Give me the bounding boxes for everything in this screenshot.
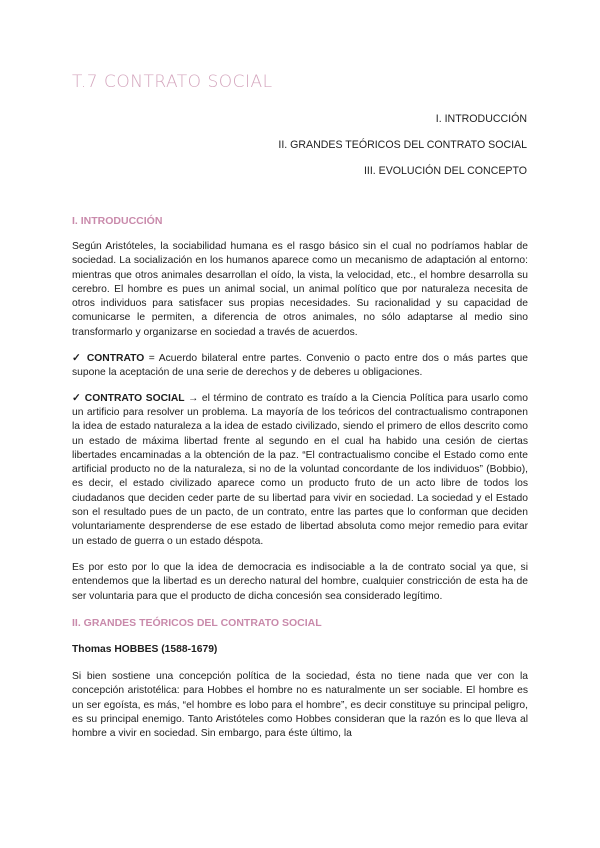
subheading-hobbes: Thomas HOBBES (1588-1679) [72,643,218,655]
toc-item-grandes-teoricos[interactable]: II. GRANDES TEÓRICOS DEL CONTRATO SOCIAL [278,139,527,151]
paragraph-contrato [72,352,528,381]
paragraph-contrato-social [72,392,528,549]
section-heading-introduccion: I. INTRODUCCIÓN [72,215,163,227]
toc-item-evolucion[interactable]: III. EVOLUCIÓN DEL CONCEPTO [363,165,527,177]
table-of-contents [278,112,527,190]
paragraph-aristoteles: Según Aristóteles, la sociabilidad humana es el rasgo básico sin el cual no podríamos hablar de sociedad. La socialización en los humanos aparece como un mecanismo de adaptación al entorno: mientras que otros animales desarrollan el oído, la vista, la velocidad, etc., el hombre desarrolla su cerebro. El hombre es pues un animal social, un animal político que por naturaleza necesita de otros individuos para satisfacer sus propias necesidades. Su racionalidad y su capacidad de comunicarse le permiten, a diferencia de otros animales, no sólo adaptarse al medio sino transformarlo y organizarse en sociedad a través de acuerdos. [72,241,528,338]
paragraph-hobbes: Si bien sostiene una concepción política de la sociedad, ésta no tiene nada que ver con la concepción aristotélica: para Hobbes el hombre no es naturalmente un ser sociable. El hombre es un ser egoísta, es más, “el hombre es lobo para el hombre”, es decir constituye su principal peligro, es su principal enemigo. Tanto Aristóteles como Hobbes consideran que la razón es lo que lleva al hombre a vivir en sociedad. Sin embargo, para éste último, la [72,671,528,740]
document-title: T.7 CONTRATO SOCIAL [72,72,273,92]
check-icon: ✓ [72,353,83,365]
section-heading-grandes-teoricos: II. GRANDES TEÓRICOS DEL CONTRATO SOCIAL [72,616,322,629]
body-text [72,214,528,754]
definition-contrato: = Acuerdo bilateral entre partes. Convenio o pacto entre dos o más partes que supone la aceptación de una serie de derechos y de deberes u obligaciones. [72,353,528,379]
toc-item-introduccion[interactable]: I. INTRODUCCIÓN [435,113,527,125]
definition-contrato-social: → el término de contrato es traído a la Ciencia Política para usarlo como un artificio para resolver un problema. La mayoría de los teóricos del contractualismo contraponen la idea de estado naturaleza a la idea de estado civilizado, siendo el primero de ellos descrito como un estado de máxima libertad frente al segundo en el cual ha habido una cesión de ciertas libertades encaminadas a la obtención de la paz. “El contractualismo concibe el Estado como ente artificial producto no de la naturaleza, si no de la voluntad concordante de los individuos” (Bobbio), es decir, el estado civilizado aparece como un producto fruto de un acto libre de todos los ciudadanos que deciden ceder parte de su libertad para vivir en sociedad. La sociedad y el Estado son el resultado pues de un pacto, de un contrato, entre las partes que lo conforman que deciden voluntariamente desprenderse de ese estado de libertad absoluta como mejor remedio para evitar un estado de guerra o un estado déspota. [72,392,528,547]
paragraph-democracia: Es por esto por lo que la idea de democracia es indisociable a la de contrato social ya que, si entendemos que la libertad es un derecho natural del hombre, cualquier constricción de esta ha de ser voluntaria para que el producto de dicha concesión sea considerado legítimo. [72,561,528,602]
term-contrato-social: CONTRATO SOCIAL [84,392,185,404]
check-icon: ✓ [72,392,82,404]
term-contrato: CONTRATO [86,353,145,365]
